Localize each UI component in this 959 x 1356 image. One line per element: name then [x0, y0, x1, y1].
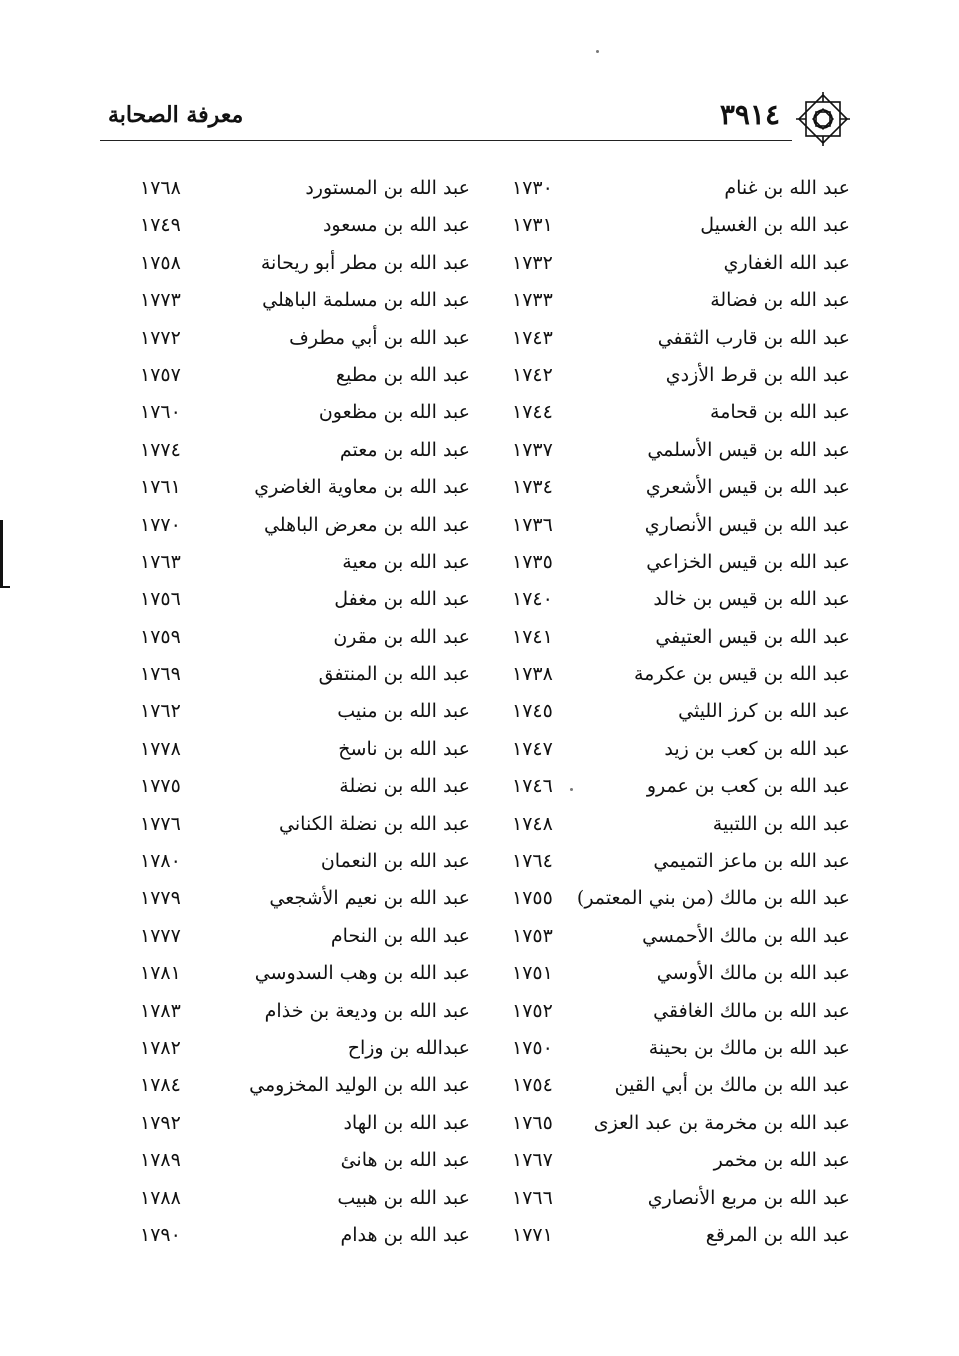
name-left: عبد الله بن مسعود: [322, 214, 470, 237]
page-ref-left: ١٧٨٩: [140, 1149, 181, 1172]
name-right: عبد الله بن مالك الأحمسي: [642, 924, 850, 947]
name-right: عبد الله بن قارب الثقفي: [657, 326, 850, 349]
name-left: عبد الله بن النحام: [330, 924, 470, 947]
name-right: عبد الله بن كرز الليثي: [678, 700, 850, 723]
page-ref-right: ١٧٣٤: [512, 476, 553, 499]
page-ref-right: ١٧٥٤: [512, 1074, 553, 1097]
page-ref-left: ١٧٧٢: [140, 326, 181, 349]
name-right: عبد الله بن قرط الأزدي: [665, 363, 850, 386]
page-ref-right: ١٧٤٦: [512, 775, 553, 798]
name-left: عبد الله بن المستورد: [305, 177, 470, 199]
page-ref-left: ١٧٦١: [140, 476, 181, 499]
page-ref-left: ١٧٦٩: [140, 663, 181, 686]
page-ref-right: ١٧٤٢: [512, 363, 553, 386]
page-ref-right: ١٧٦٧: [512, 1149, 553, 1172]
index-table: [120, 170, 850, 1254]
name-left: عبد الله بن هانئ: [340, 1149, 470, 1172]
name-left: عبد الله بن هبيب: [337, 1186, 470, 1209]
index-row: [120, 1217, 850, 1254]
page-ref-right: ١٧٤٧: [512, 737, 553, 760]
index-row: [120, 207, 850, 244]
name-right: عبد الله بن مالك بن بحينة: [648, 1036, 850, 1059]
name-right: عبد الله بن مالك الغافقي: [653, 999, 850, 1022]
index-row: [120, 170, 850, 207]
index-row: [120, 1180, 850, 1217]
name-right: عبد الله بن قيس الخزاعي: [646, 550, 850, 573]
page-ref-right: ١٧٤٨: [512, 812, 553, 835]
page-ref-left: ١٧٦٣: [140, 550, 181, 573]
page-ref-right: ١٧٣٦: [512, 513, 553, 536]
index-row: [120, 955, 850, 992]
name-right: عبد الله بن قيس الأشعري: [645, 476, 850, 499]
name-left: عبد الله بن منيب: [337, 700, 470, 723]
index-row: [120, 320, 850, 357]
page-ref-right: ١٧٥٣: [512, 924, 553, 947]
page-ref-left: ١٧٥٦: [140, 588, 181, 611]
name-right: عبد الله بن قيس بن خالد: [653, 588, 850, 611]
page-ref-right: ١٧٤٣: [512, 326, 553, 349]
page-ref-left: ١٧٩٠: [140, 1223, 181, 1246]
name-right: عبد الله بن قحامة: [710, 401, 850, 424]
index-row: [120, 544, 850, 581]
page-ref-left: ١٧٨١: [140, 962, 181, 985]
page-number: ٣٩١٤: [719, 98, 780, 131]
name-left: عبد الله بن أبي مطرف: [289, 326, 470, 349]
index-row: [120, 394, 850, 431]
name-right: عبد الله بن قيس العتيفي: [655, 625, 850, 648]
name-left: عبد الله بن معرض الباهلي: [263, 513, 470, 536]
index-row: [120, 806, 850, 843]
page-ref-right: ١٧٧١: [512, 1223, 553, 1246]
name-right: عبد الله بن مخرمة بن عبد العزى: [593, 1111, 850, 1134]
page-ref-left: ١٧٧٦: [140, 812, 181, 835]
ornament-icon: [794, 90, 852, 148]
name-right: عبد الله بن قيس الأسلمي: [647, 438, 850, 461]
name-left: عبد الله بن معاوية الغاضري: [254, 476, 470, 499]
page-ref-left: ١٧٧٤: [140, 438, 181, 461]
page-ref-left: ١٧٨٤: [140, 1074, 181, 1097]
book-title: معرفة الصحابة: [108, 102, 244, 128]
page-ref-right: ١٧٥٥: [512, 887, 553, 910]
page-ref-right: ١٧٣١: [512, 214, 553, 237]
page-ref-right: ١٧٦٤: [512, 850, 553, 873]
name-right: عبد الله بن ماعز التميمي: [653, 850, 850, 873]
page-ref-right: ١٧٤٤: [512, 401, 553, 424]
name-right: عبد الله بن مالك بن أبي القين: [614, 1074, 850, 1097]
page-ref-left: ١٧٥٩: [140, 625, 181, 648]
page-ref-left: ١٧٦٢: [140, 700, 181, 723]
name-right: عبد الله بن قيس بن عكرمة: [633, 663, 850, 686]
name-left: عبد الله بن المنتفق: [318, 663, 470, 686]
name-right: عبد الله بن فضالة: [710, 289, 850, 312]
index-row: [120, 1105, 850, 1142]
page-ref-left: ١٧٦٨: [140, 177, 181, 199]
page-ref-right: ١٧٥٢: [512, 999, 553, 1022]
index-row: [120, 1142, 850, 1179]
page-ref-right: ١٧٤٥: [512, 700, 553, 723]
page-ref-left: ١٧٥٧: [140, 363, 181, 386]
name-left: عبد الله بن الوليد المخزومي: [249, 1074, 470, 1097]
page-ref-right: ١٧٣٧: [512, 438, 553, 461]
name-left: عبد الله بن وهب السدوسي: [254, 962, 470, 985]
page-ref-left: ١٧٨٢: [140, 1036, 181, 1059]
name-right: عبد الله بن قيس الأنصاري: [644, 513, 850, 536]
name-left: عبد الله بن نضلة الكناني: [279, 812, 470, 835]
name-left: عبد الله بن مطيع: [335, 363, 470, 386]
name-right: عبد الله الغفاري: [723, 251, 850, 274]
index-row: [120, 245, 850, 282]
page-header: [100, 88, 860, 148]
page-ref-left: ١٧٧٠: [140, 513, 181, 536]
index-row: [120, 432, 850, 469]
page-ref-left: ١٧٨٣: [140, 999, 181, 1022]
page-ref-right: ١٧٣٥: [512, 550, 553, 573]
header-divider: [100, 140, 792, 141]
name-right: عبد الله بن مربع الأنصاري: [647, 1186, 850, 1209]
page-ref-left: ١٧٧٧: [140, 924, 181, 947]
page-ref-right: ١٧٣٢: [512, 251, 553, 274]
page-ref-left: ١٧٧٨: [140, 737, 181, 760]
name-left: عبد الله بن الهاد: [343, 1111, 470, 1134]
name-left: عبد الله بن معتم: [339, 438, 470, 461]
name-left: عبد الله بن النعمان: [320, 850, 470, 873]
speck: [596, 50, 599, 53]
name-right: عبد الله بن غنام: [724, 177, 850, 199]
index-row: [120, 619, 850, 656]
index-row: [120, 1067, 850, 1104]
index-row: [120, 656, 850, 693]
page-ref-right: ١٧٥٠: [512, 1036, 553, 1059]
index-row: [120, 282, 850, 319]
page-ref-right: ١٧٣٠: [512, 177, 553, 199]
page-ref-right: ١٧٥١: [512, 962, 553, 985]
page-ref-left: ١٧٧٩: [140, 887, 181, 910]
name-left: عبد الله بن هدام: [340, 1223, 470, 1246]
name-left: عبد الله بن ناسخ: [338, 737, 470, 760]
name-left: عبد الله بن مطر أبو ريحانة: [260, 251, 470, 274]
name-left: عبد الله بن مظعون: [318, 401, 470, 424]
name-right: عبد الله بن مالك (من بني المعتمر): [576, 887, 850, 910]
index-row: [120, 843, 850, 880]
index-row: [120, 880, 850, 917]
page-ref-right: ١٧٣٣: [512, 289, 553, 312]
page-ref-left: ١٧٩٢: [140, 1111, 181, 1134]
index-row: [120, 469, 850, 506]
name-left: عبد الله بن معية: [342, 550, 470, 573]
page-ref-left: ١٧٦٠: [140, 401, 181, 424]
name-right: عبد الله بن مخمر: [713, 1149, 850, 1172]
page-ref-right: ١٧٦٥: [512, 1111, 553, 1134]
page-ref-left: ١٧٨٠: [140, 850, 181, 873]
name-left: عبد الله بن مسلمة الباهلي: [262, 289, 470, 312]
name-left: عبد الله بن مقرن: [333, 625, 470, 648]
index-row: [120, 357, 850, 394]
name-right: عبد الله بن المرقع: [705, 1223, 850, 1246]
page-ref-left: ١٧٥٨: [140, 251, 181, 274]
name-right: عبد الله بن كعب بن زيد: [664, 737, 850, 760]
margin-mark: [0, 520, 11, 588]
name-right: عبد الله بن كعب بن عمرو: [646, 775, 850, 798]
index-row: [120, 1030, 850, 1067]
index-row: [120, 731, 850, 768]
index-row: [120, 507, 850, 544]
page-ref-right: ١٧٣٨: [512, 663, 553, 686]
index-row: [120, 581, 850, 618]
page-ref-right: ١٧٤١: [512, 625, 553, 648]
page-ref-right: ١٧٦٦: [512, 1186, 553, 1209]
page-ref-right: ١٧٤٠: [512, 588, 553, 611]
index-row: [120, 918, 850, 955]
page-ref-left: ١٧٤٩: [140, 214, 181, 237]
index-row: [120, 693, 850, 730]
name-right: عبد الله بن اللتبية: [712, 812, 850, 835]
name-left: عبد الله بن وديعة بن خذام: [264, 999, 470, 1022]
name-left: عبد الله بن نضلة: [339, 775, 470, 798]
page-ref-left: ١٧٨٨: [140, 1186, 181, 1209]
name-left: عبد الله بن نعيم الأشجعي: [269, 887, 470, 910]
name-left: عبد الله بن مغفل: [334, 588, 470, 611]
page-ref-left: ١٧٧٣: [140, 289, 181, 312]
name-right: عبد الله بن الغسيل: [700, 214, 850, 237]
name-left: عبدالله بن وزاح: [347, 1036, 470, 1059]
speck: [570, 788, 573, 791]
page-ref-left: ١٧٧٥: [140, 775, 181, 798]
index-row: [120, 768, 850, 805]
index-row: [120, 993, 850, 1030]
name-right: عبد الله بن مالك الأوسي: [656, 962, 850, 985]
